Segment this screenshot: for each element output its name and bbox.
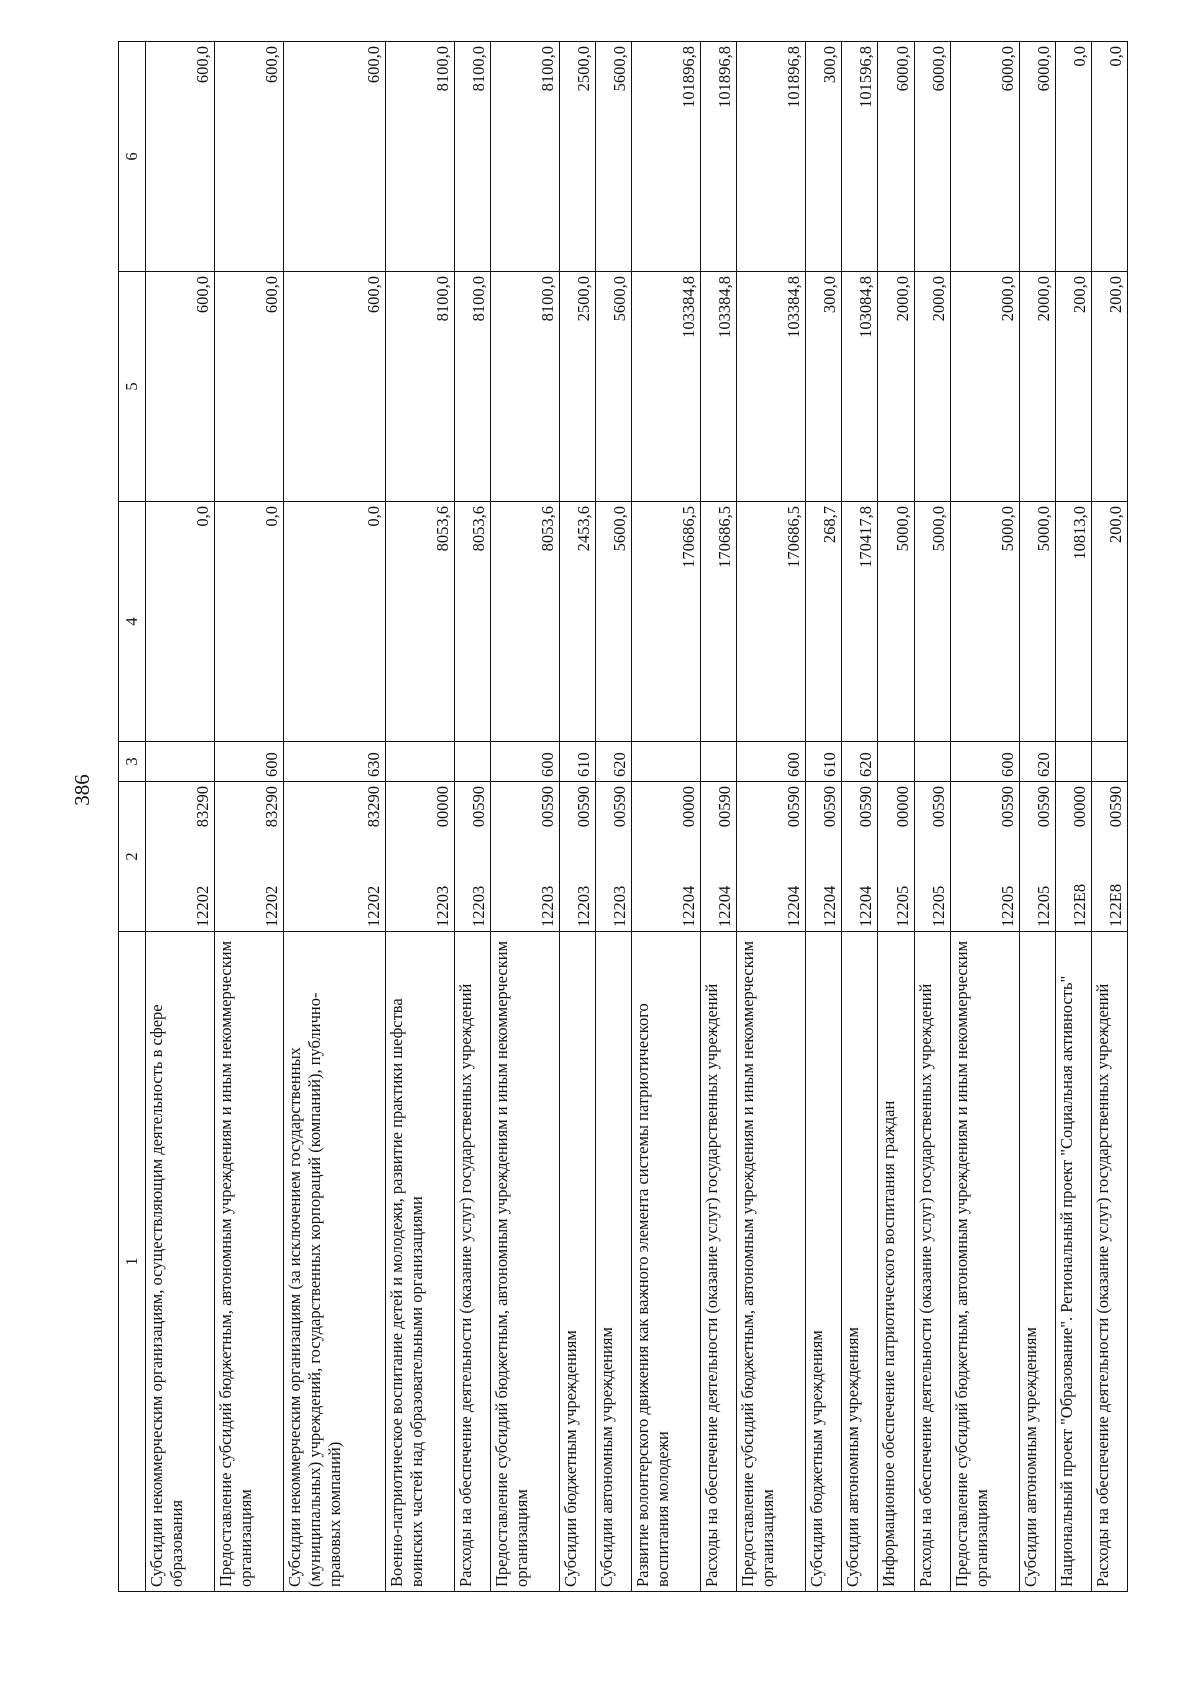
row-amount-col5: 103384,8 [632, 272, 701, 502]
row-code-direction: 00590 [842, 782, 878, 854]
row-amount-col5: 600,0 [283, 272, 385, 502]
row-code-program: 12205 [878, 854, 914, 932]
row-amount-col4: 5000,0 [1019, 502, 1055, 742]
row-description: Информационное обеспечение патриотического воспитания граждан [878, 932, 914, 1592]
row-amount-col6: 101896,8 [701, 42, 737, 272]
table-row [878, 42, 914, 1592]
table-row [632, 42, 701, 1592]
table-row [595, 42, 631, 1592]
table-row [806, 42, 842, 1592]
row-amount-col6: 101896,8 [632, 42, 701, 272]
row-amount-col4: 170686,5 [632, 502, 701, 742]
table-row [914, 42, 950, 1592]
row-code-direction: 83290 [146, 782, 215, 854]
row-amount-col4: 10813,0 [1055, 502, 1091, 742]
row-code-direction: 83290 [214, 782, 283, 854]
row-code-direction: 00000 [1055, 782, 1091, 854]
row-code-program: 12204 [701, 854, 737, 932]
row-expense-type: 600 [737, 742, 806, 782]
row-description: Субсидии автономным учреждениям [595, 932, 631, 1592]
row-description: Расходы на обеспечение деятельности (оказание услуг) государственных учреждений [454, 932, 490, 1592]
row-amount-col4: 8053,6 [385, 502, 454, 742]
row-amount-col5: 8100,0 [385, 272, 454, 502]
row-expense-type: 620 [842, 742, 878, 782]
row-amount-col4: 0,0 [146, 502, 215, 742]
row-amount-col6: 8100,0 [385, 42, 454, 272]
row-description: Предоставление субсидий бюджетным, автономным учреждениям и иным некоммерческим организациям [737, 932, 806, 1592]
row-code-program: 12205 [1019, 854, 1055, 932]
row-amount-col4: 170417,8 [842, 502, 878, 742]
header-col-1: 1 [119, 932, 146, 1592]
row-amount-col5: 103384,8 [701, 272, 737, 502]
page-number: 386 [70, 774, 94, 806]
row-amount-col5: 2000,0 [878, 272, 914, 502]
row-amount-col4: 5000,0 [950, 502, 1019, 742]
row-expense-type [878, 742, 914, 782]
row-expense-type [632, 742, 701, 782]
row-code-direction: 00590 [1091, 782, 1127, 854]
row-description: Предоставление субсидий бюджетным, автономным учреждениям и иным некоммерческим организациям [950, 932, 1019, 1592]
row-description: Расходы на обеспечение деятельности (оказание услуг) государственных учреждений [914, 932, 950, 1592]
row-code-direction: 00590 [559, 782, 595, 854]
row-code-direction: 00590 [806, 782, 842, 854]
row-expense-type: 600 [214, 742, 283, 782]
row-description: Субсидии бюджетным учреждениям [559, 932, 595, 1592]
row-amount-col4: 5000,0 [914, 502, 950, 742]
row-code-direction: 00590 [490, 782, 559, 854]
row-amount-col6: 600,0 [146, 42, 215, 272]
row-amount-col5: 600,0 [146, 272, 215, 502]
row-code-program: 12204 [737, 854, 806, 932]
row-amount-col5: 600,0 [214, 272, 283, 502]
row-amount-col5: 2000,0 [950, 272, 1019, 502]
row-code-program: 12202 [214, 854, 283, 932]
header-row [119, 42, 146, 1592]
table-row [950, 42, 1019, 1592]
row-amount-col6: 0,0 [1055, 42, 1091, 272]
row-description: Субсидии некоммерческим организациям, осуществляющим деятельность в сфере образования [146, 932, 215, 1592]
row-expense-type [914, 742, 950, 782]
table-row [490, 42, 559, 1592]
row-code-direction: 00590 [1019, 782, 1055, 854]
row-amount-col5: 300,0 [806, 272, 842, 502]
row-code-program: 122E8 [1091, 854, 1127, 932]
row-code-program: 12203 [559, 854, 595, 932]
row-expense-type [454, 742, 490, 782]
row-amount-col6: 6000,0 [878, 42, 914, 272]
row-amount-col6: 5600,0 [595, 42, 631, 272]
row-amount-col4: 0,0 [214, 502, 283, 742]
row-amount-col6: 2500,0 [559, 42, 595, 272]
row-amount-col5: 2000,0 [1019, 272, 1055, 502]
header-col-5: 5 [119, 272, 146, 502]
budget-table-wrapper [118, 42, 1128, 1592]
row-amount-col6: 600,0 [283, 42, 385, 272]
row-amount-col5: 200,0 [1091, 272, 1127, 502]
row-amount-col4: 5000,0 [878, 502, 914, 742]
row-amount-col5: 2500,0 [559, 272, 595, 502]
row-amount-col5: 8100,0 [454, 272, 490, 502]
row-expense-type: 610 [806, 742, 842, 782]
row-description: Развитие волонтерского движения как важного элемента системы патриотического воспитания молодежи [632, 932, 701, 1592]
row-amount-col6: 101896,8 [737, 42, 806, 272]
row-code-direction: 00000 [878, 782, 914, 854]
row-code-program: 12203 [385, 854, 454, 932]
row-code-direction: 00000 [632, 782, 701, 854]
row-code-program: 12203 [595, 854, 631, 932]
header-col-6: 6 [119, 42, 146, 272]
row-amount-col6: 6000,0 [950, 42, 1019, 272]
row-code-program: 12202 [146, 854, 215, 932]
table-row [1055, 42, 1091, 1592]
row-code-direction: 83290 [283, 782, 385, 854]
row-code-direction: 00590 [737, 782, 806, 854]
row-amount-col6: 6000,0 [914, 42, 950, 272]
table-row [1019, 42, 1055, 1592]
row-description: Субсидии автономным учреждениям [842, 932, 878, 1592]
table-row [737, 42, 806, 1592]
row-description: Предоставление субсидий бюджетным, автономным учреждениям и иным некоммерческим организациям [490, 932, 559, 1592]
row-amount-col6: 0,0 [1091, 42, 1127, 272]
row-amount-col5: 103384,8 [737, 272, 806, 502]
row-amount-col6: 600,0 [214, 42, 283, 272]
row-code-program: 12202 [283, 854, 385, 932]
table-row [283, 42, 385, 1592]
row-description: Расходы на обеспечение деятельности (оказание услуг) государственных учреждений [701, 932, 737, 1592]
row-description: Предоставление субсидий бюджетным, автономным учреждениям и иным некоммерческим организациям [214, 932, 283, 1592]
table-row [214, 42, 283, 1592]
row-amount-col6: 6000,0 [1019, 42, 1055, 272]
table-row [842, 42, 878, 1592]
row-expense-type: 600 [490, 742, 559, 782]
row-code-program: 12204 [842, 854, 878, 932]
row-code-direction: 00590 [701, 782, 737, 854]
row-amount-col5: 103084,8 [842, 272, 878, 502]
row-amount-col5: 200,0 [1055, 272, 1091, 502]
row-expense-type: 620 [595, 742, 631, 782]
row-amount-col4: 170686,5 [701, 502, 737, 742]
row-code-program: 12203 [490, 854, 559, 932]
table-row [385, 42, 454, 1592]
row-expense-type [701, 742, 737, 782]
row-description: Субсидии некоммерческим организациям (за исключением государственных (муниципальных) учреждений, государственных корпораций (компаний), публично-правовых компаний) [283, 932, 385, 1592]
row-code-direction: 00000 [385, 782, 454, 854]
row-amount-col4: 5600,0 [595, 502, 631, 742]
row-code-program: 12203 [454, 854, 490, 932]
row-expense-type [146, 742, 215, 782]
row-code-direction: 00590 [595, 782, 631, 854]
table-row [454, 42, 490, 1592]
row-description: Военно-патриотическое воспитание детей и молодежи, развитие практики шефства воинских частей над образовательными организациями [385, 932, 454, 1592]
row-amount-col4: 268,7 [806, 502, 842, 742]
row-expense-type: 600 [950, 742, 1019, 782]
table-row [146, 42, 215, 1592]
row-expense-type [1055, 742, 1091, 782]
row-description: Расходы на обеспечение деятельности (оказание услуг) государственных учреждений [1091, 932, 1127, 1592]
row-expense-type: 610 [559, 742, 595, 782]
row-amount-col4: 0,0 [283, 502, 385, 742]
row-amount-col4: 8053,6 [454, 502, 490, 742]
row-expense-type: 630 [283, 742, 385, 782]
table-row [1091, 42, 1127, 1592]
header-col-3: 3 [119, 742, 146, 782]
row-amount-col4: 200,0 [1091, 502, 1127, 742]
row-code-direction: 00590 [914, 782, 950, 854]
row-expense-type: 620 [1019, 742, 1055, 782]
row-code-program: 12205 [950, 854, 1019, 932]
row-code-program: 12204 [632, 854, 701, 932]
row-code-program: 122E8 [1055, 854, 1091, 932]
row-code-direction: 00590 [454, 782, 490, 854]
row-amount-col6: 8100,0 [490, 42, 559, 272]
table-row [559, 42, 595, 1592]
row-code-direction: 00590 [950, 782, 1019, 854]
row-amount-col5: 8100,0 [490, 272, 559, 502]
row-amount-col5: 5600,0 [595, 272, 631, 502]
row-amount-col4: 2453,6 [559, 502, 595, 742]
table-row [701, 42, 737, 1592]
header-col-2: 2 [119, 782, 146, 932]
row-description: Национальный проект "Образование". Региональный проект "Социальная активность" [1055, 932, 1091, 1592]
row-code-program: 12204 [806, 854, 842, 932]
budget-table [118, 41, 1128, 1592]
row-amount-col6: 8100,0 [454, 42, 490, 272]
row-expense-type [385, 742, 454, 782]
row-amount-col4: 8053,6 [490, 502, 559, 742]
row-amount-col6: 101596,8 [842, 42, 878, 272]
row-expense-type [1091, 742, 1127, 782]
row-description: Субсидии бюджетным учреждениям [806, 932, 842, 1592]
row-amount-col6: 300,0 [806, 42, 842, 272]
header-col-4: 4 [119, 502, 146, 742]
row-amount-col4: 170686,5 [737, 502, 806, 742]
row-amount-col5: 2000,0 [914, 272, 950, 502]
row-description: Субсидии автономным учреждениям [1019, 932, 1055, 1592]
row-code-program: 12205 [914, 854, 950, 932]
